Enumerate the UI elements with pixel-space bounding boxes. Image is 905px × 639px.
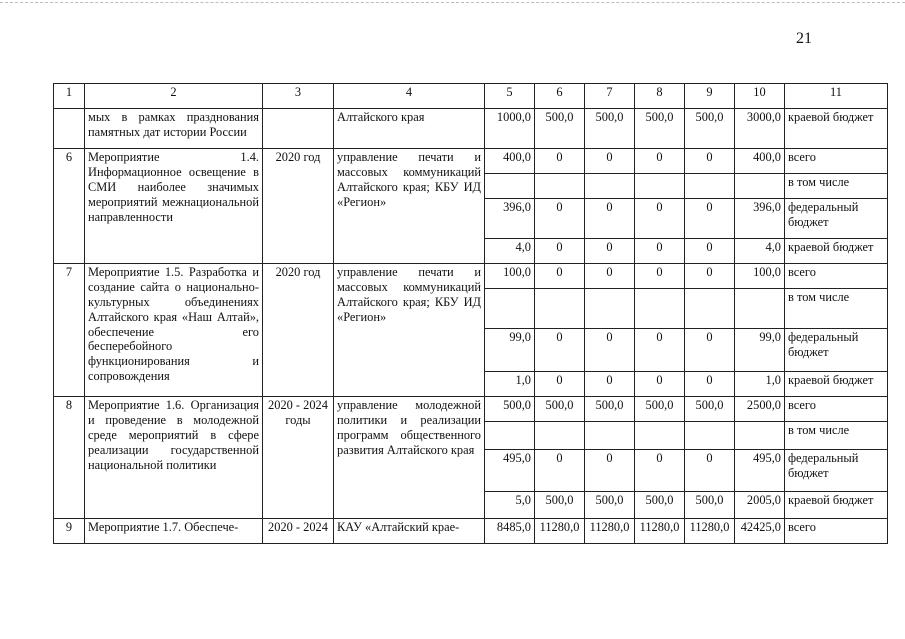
value-cell: 500,0: [535, 397, 585, 422]
activity-name-cell: Мероприятие 1.7. Обеспече-: [85, 519, 263, 544]
value-cell: 11280,0: [685, 519, 735, 544]
value-cell: 500,0: [685, 397, 735, 422]
value-cell: 1,0: [485, 372, 535, 397]
value-cell: 500,0: [535, 492, 585, 519]
funding-source-cell: федеральный бюджет: [785, 450, 888, 492]
value-cell: 0: [635, 239, 685, 264]
value-cell: 11280,0: [635, 519, 685, 544]
value-cell: 0: [585, 264, 635, 289]
value-cell: [535, 174, 585, 199]
value-cell: [635, 174, 685, 199]
value-cell: 0: [535, 149, 585, 174]
value-cell: 500,0: [635, 492, 685, 519]
value-cell: 0: [685, 329, 735, 372]
value-cell: 2005,0: [735, 492, 785, 519]
value-cell: 0: [635, 329, 685, 372]
value-cell: 8485,0: [485, 519, 535, 544]
value-cell: 0: [535, 329, 585, 372]
value-cell: 0: [535, 199, 585, 239]
value-cell: [535, 422, 585, 450]
row-number-cell: [54, 109, 85, 149]
funding-source-cell: федеральный бюджет: [785, 199, 888, 239]
period-cell: 2020 - 2024 годы: [263, 397, 334, 519]
value-cell: [735, 174, 785, 199]
value-cell: 1000,0: [485, 109, 535, 149]
value-cell: 0: [635, 264, 685, 289]
value-cell: 0: [685, 264, 735, 289]
value-cell: [585, 422, 635, 450]
value-cell: [735, 289, 785, 329]
value-cell: 396,0: [485, 199, 535, 239]
value-cell: 0: [635, 450, 685, 492]
value-cell: 5,0: [485, 492, 535, 519]
value-cell: 500,0: [685, 109, 735, 149]
value-cell: 1,0: [735, 372, 785, 397]
funding-source-cell: краевой бюджет: [785, 109, 888, 149]
funding-source-cell: краевой бюджет: [785, 372, 888, 397]
header-row: [54, 84, 888, 109]
scan-edge-line: [0, 2, 905, 3]
value-cell: 4,0: [735, 239, 785, 264]
value-cell: 42425,0: [735, 519, 785, 544]
value-cell: 0: [635, 372, 685, 397]
funding-source-cell: краевой бюджет: [785, 239, 888, 264]
executor-cell: управление печати и массовых коммуникаций Алтайского края; КБУ ИД «Регион»: [334, 149, 485, 264]
value-cell: [635, 289, 685, 329]
value-cell: 0: [535, 264, 585, 289]
value-cell: [685, 422, 735, 450]
value-cell: 0: [585, 329, 635, 372]
value-cell: 100,0: [485, 264, 535, 289]
activity-name-cell: Мероприятие 1.6. Организация и проведение в молодежной среде мероприятий в сфере реализации государственной национальной политики: [85, 397, 263, 519]
value-cell: 0: [685, 372, 735, 397]
value-cell: 0: [635, 199, 685, 239]
header-cell: 4: [334, 84, 485, 109]
value-cell: [635, 422, 685, 450]
value-cell: 500,0: [635, 397, 685, 422]
value-cell: 500,0: [585, 109, 635, 149]
value-cell: 0: [585, 239, 635, 264]
value-cell: 495,0: [735, 450, 785, 492]
period-cell: 2020 год: [263, 149, 334, 264]
header-cell: 2: [85, 84, 263, 109]
header-cell: 7: [585, 84, 635, 109]
value-cell: 0: [535, 450, 585, 492]
value-cell: [685, 174, 735, 199]
value-cell: 0: [535, 239, 585, 264]
table-row: [54, 264, 888, 289]
value-cell: [585, 174, 635, 199]
header-cell: 9: [685, 84, 735, 109]
value-cell: 400,0: [735, 149, 785, 174]
row-number-cell: 7: [54, 264, 85, 397]
value-cell: 500,0: [535, 109, 585, 149]
value-cell: 500,0: [685, 492, 735, 519]
value-cell: [485, 289, 535, 329]
value-cell: 0: [585, 149, 635, 174]
row-number-cell: 8: [54, 397, 85, 519]
value-cell: 4,0: [485, 239, 535, 264]
value-cell: 0: [585, 372, 635, 397]
value-cell: 11280,0: [535, 519, 585, 544]
value-cell: 500,0: [585, 397, 635, 422]
header-cell: 6: [535, 84, 585, 109]
value-cell: 100,0: [735, 264, 785, 289]
period-cell: 2020 год: [263, 264, 334, 397]
value-cell: 0: [685, 239, 735, 264]
funding-source-cell: всего: [785, 519, 888, 544]
value-cell: 500,0: [585, 492, 635, 519]
header-cell: 1: [54, 84, 85, 109]
value-cell: [485, 422, 535, 450]
table-row: [54, 519, 888, 544]
executor-cell: управление печати и массовых коммуникаций Алтайского края; КБУ ИД «Регион»: [334, 264, 485, 397]
value-cell: [685, 289, 735, 329]
value-cell: 500,0: [485, 397, 535, 422]
value-cell: 0: [685, 199, 735, 239]
table-row: [54, 397, 888, 422]
value-cell: 0: [685, 450, 735, 492]
value-cell: 0: [535, 372, 585, 397]
header-cell: 8: [635, 84, 685, 109]
budget-table: [53, 83, 888, 544]
header-cell: 5: [485, 84, 535, 109]
executor-cell: управление молодежной политики и реализации программ общественного развития Алтайского края: [334, 397, 485, 519]
funding-source-cell: всего: [785, 149, 888, 174]
row-number-cell: 9: [54, 519, 85, 544]
value-cell: 3000,0: [735, 109, 785, 149]
executor-cell: Алтайского края: [334, 109, 485, 149]
funding-source-cell: федеральный бюджет: [785, 329, 888, 372]
funding-source-cell: краевой бюджет: [785, 492, 888, 519]
row-number-cell: 6: [54, 149, 85, 264]
period-cell: [263, 109, 334, 149]
value-cell: 11280,0: [585, 519, 635, 544]
value-cell: 0: [585, 199, 635, 239]
funding-source-cell: в том числе: [785, 289, 888, 329]
activity-name-cell: мых в рамках празднования памятных дат истории России: [85, 109, 263, 149]
table-row: [54, 149, 888, 174]
funding-source-cell: в том числе: [785, 422, 888, 450]
value-cell: 99,0: [735, 329, 785, 372]
page-number: 21: [796, 30, 812, 47]
value-cell: [585, 289, 635, 329]
value-cell: [535, 289, 585, 329]
activity-name-cell: Мероприятие 1.4. Информационное освещение в СМИ наиболее значимых мероприятий межнациональной направленности: [85, 149, 263, 264]
value-cell: [485, 174, 535, 199]
funding-source-cell: всего: [785, 264, 888, 289]
value-cell: [735, 422, 785, 450]
value-cell: 500,0: [635, 109, 685, 149]
value-cell: 0: [585, 450, 635, 492]
funding-source-cell: в том числе: [785, 174, 888, 199]
period-cell: 2020 - 2024: [263, 519, 334, 544]
value-cell: 2500,0: [735, 397, 785, 422]
executor-cell: КАУ «Алтайский крае-: [334, 519, 485, 544]
funding-source-cell: всего: [785, 397, 888, 422]
value-cell: 400,0: [485, 149, 535, 174]
header-cell: 11: [785, 84, 888, 109]
value-cell: 0: [685, 149, 735, 174]
header-cell: 3: [263, 84, 334, 109]
activity-name-cell: Мероприятие 1.5. Разработка и создание сайта о национально-культурных объединениях Алтайского края «Наш Алтай», обеспечение его бесперебойного функционирования и сопровождения: [85, 264, 263, 397]
value-cell: 396,0: [735, 199, 785, 239]
header-cell: 10: [735, 84, 785, 109]
value-cell: 99,0: [485, 329, 535, 372]
continuation-row: [54, 109, 888, 149]
value-cell: 0: [635, 149, 685, 174]
value-cell: 495,0: [485, 450, 535, 492]
